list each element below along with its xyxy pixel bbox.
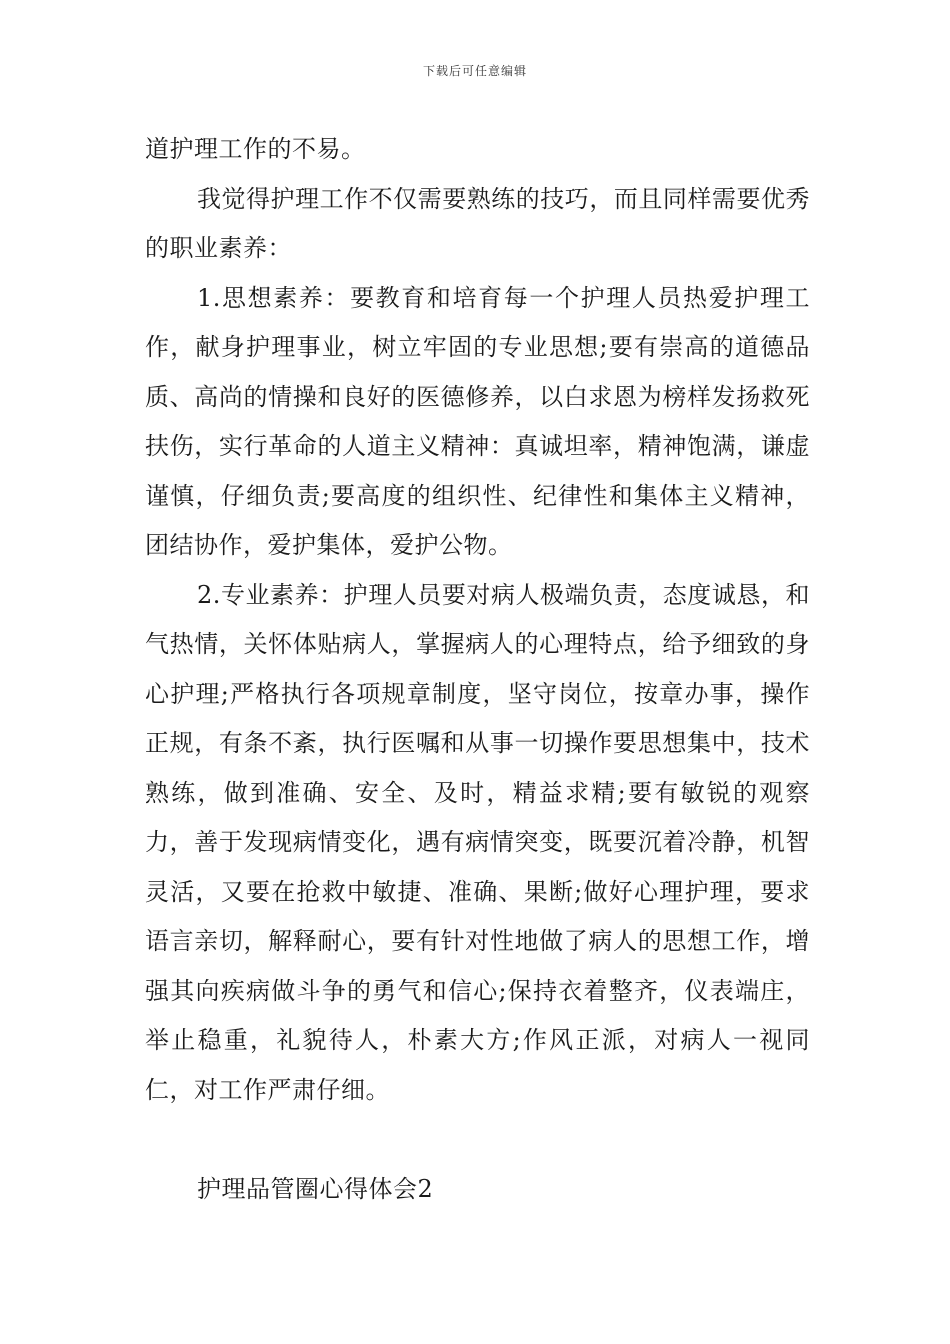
header-note: 下载后可任意编辑 [422,64,527,78]
paragraph-ideological-quality: 1.思想素养：要教育和培育每一个护理人员热爱护理工作，献身护理事业，树立牢固的专业思想;要有崇高的道德品质、高尚的情操和良好的医德修养，以白求恩为榜样发扬救死扶伤，实行革命的人道主义精神：真诚坦率，精神饱满，谦虚谨慎，仔细负责;要高度的组织性、纪律性和集体主义精神，团结协作，爱护集体，爱护公物。 [145,283,810,559]
section-heading: 护理品管圈心得体会2 [197,1174,434,1203]
paragraph-gap [145,1115,810,1165]
paragraph-intro: 我觉得护理工作不仅需要熟练的技巧，而且同样需要优秀的职业素养： [145,184,810,262]
document-body [145,125,810,1214]
paragraph-continuation: 道护理工作的不易。 [145,135,366,163]
paragraph-professional-quality: 2.专业素养：护理人员要对病人极端负责，态度诚恳，和气热情，关怀体贴病人，掌握病人的心理特点，给予细致的身心护理;严格执行各项规章制度，坚守岗位，按章办事，操作正规，有条不紊，执行医嘱和从事一切操作要思想集中，技术熟练，做到准确、安全、及时，精益求精;要有敏锐的观察力，善于发现病情变化，遇有病情突变，既要沉着冷静，机智灵活，又要在抢救中敏捷、准确、果断;做好心理护理，要求语言亲切，解释耐心，要有针对性地做了病人的思想工作，增强其向疾病做斗争的勇气和信心;保持衣着整齐，仪表端庄，举止稳重，礼貌待人，朴素大方;作风正派，对病人一视同仁，对工作严肃仔细。 [145,580,810,1104]
